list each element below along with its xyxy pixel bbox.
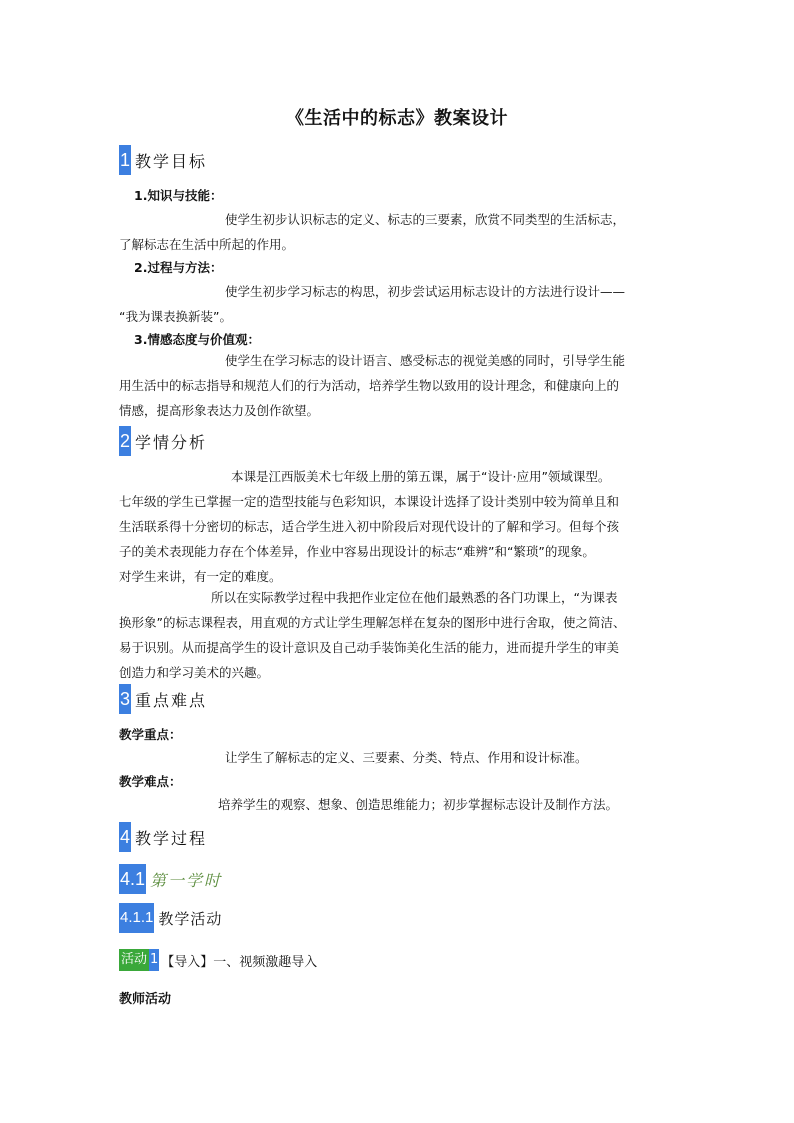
text-line: 生活联系得十分密切的标志，适合学生进入初中阶段后对现代设计的了解和学习。但每个孩 (119, 519, 620, 534)
section-title: 教学目标 (135, 151, 208, 171)
text-line: 创造力和学习美术的兴趣。 (119, 665, 270, 680)
text-line: 了解标志在生活中所起的作用。 (119, 237, 295, 252)
section-heading-4-1-1 (119, 903, 222, 933)
text-line: 使学生初步认识标志的定义、标志的三要素，欣赏不同类型的生活标志， (225, 212, 626, 227)
text-line: “我为课表换新装”。 (119, 309, 232, 324)
difficulty-text (119, 792, 679, 817)
section-number: 1 (119, 145, 131, 175)
teacher-activity-heading: 教师活动 (119, 992, 172, 1007)
section-number: 4.1.1 (119, 903, 154, 933)
section-number: 2 (119, 426, 131, 456)
text-line: 培养学生的观察、想象、创造思维能力；初步掌握标志设计及制作方法。 (218, 797, 619, 812)
section-heading-4-1 (119, 864, 222, 894)
goal-3-title: 3.情感态度与价值观： (134, 332, 260, 347)
section-title: 学情分析 (135, 432, 208, 452)
section-number: 4.1 (119, 864, 146, 894)
activity-line (119, 949, 317, 971)
text-line: 子的美术表现能力存在个体差异，作业中容易出现设计的标志“难辨”和“繁琐”的现象。 (119, 544, 595, 559)
focus-label: 教学重点： (119, 727, 182, 742)
text-line: 易于识别。从而提高学生的设计意识及自己动手装饰美化生活的能力，进而提升学生的审美 (119, 640, 620, 655)
goal-2-title: 2.过程与方法： (134, 260, 223, 275)
section-number: 3 (119, 684, 131, 714)
section-number: 4 (119, 822, 131, 852)
goal-1-text (119, 207, 679, 257)
section-heading-3 (119, 684, 207, 714)
section-title: 重点难点 (135, 690, 208, 710)
analysis-paragraph-2 (119, 585, 679, 685)
section-title: 教学过程 (135, 828, 208, 848)
goal-1-title: 1.知识与技能： (134, 188, 223, 203)
activity-title: 【导入】一、视频激趣导入 (161, 954, 318, 970)
section-heading-1 (119, 145, 207, 175)
goal-2-text (119, 279, 679, 329)
section-title: 教学活动 (158, 909, 223, 928)
text-line: 对学生来讲，有一定的难度。 (119, 569, 282, 584)
focus-text (119, 745, 679, 770)
activity-number: 1 (149, 949, 159, 971)
document-title: 《生活中的标志》教案设计 (286, 108, 508, 129)
text-line: 让学生了解标志的定义、三要素、分类、特点、作用和设计标准。 (225, 750, 588, 765)
text-line: 所以在实际教学过程中我把作业定位在他们最熟悉的各门功课上，“为课表 (211, 590, 618, 605)
goal-3-text (119, 348, 679, 423)
text-line: 用生活中的标志指导和规范人们的行为活动，培养学生物以致用的设计理念，和健康向上的 (119, 378, 620, 393)
difficulty-label: 教学难点： (119, 774, 182, 789)
text-line: 七年级的学生已掌握一定的造型技能与色彩知识，本课设计选择了设计类别中较为简单且和 (119, 494, 620, 509)
section-title: 第一学时 (150, 870, 223, 890)
section-heading-4 (119, 822, 207, 852)
text-line: 情感，提高形象表达力及创作欲望。 (119, 403, 320, 418)
activity-tag: 活动 (119, 949, 149, 971)
analysis-paragraph-1 (119, 464, 679, 589)
text-line: 使学生在学习标志的设计语言、感受标志的视觉美感的同时，引导学生能 (225, 353, 626, 368)
text-line: 换形象”的标志课程表，用直观的方式让学生理解怎样在复杂的图形中进行舍取，使之简洁、 (119, 615, 626, 630)
text-line: 本课是江西版美术七年级上册的第五课，属于“设计·应用”领域课型。 (231, 469, 611, 484)
text-line: 使学生初步学习标志的构思，初步尝试运用标志设计的方法进行设计—— (225, 284, 626, 299)
section-heading-2 (119, 426, 207, 456)
